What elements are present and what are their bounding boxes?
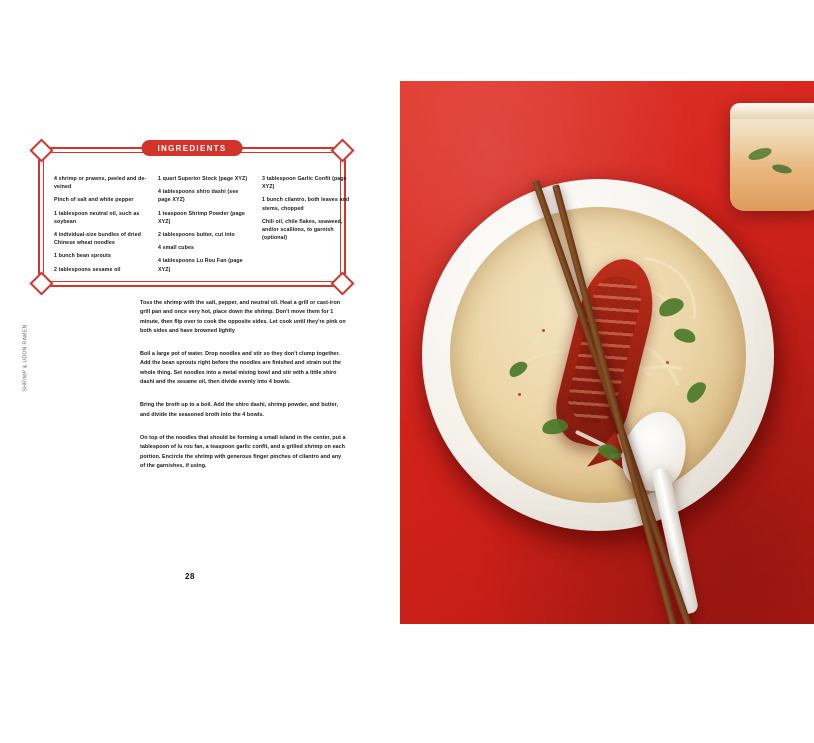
chili-flake — [542, 329, 545, 332]
left-page — [0, 0, 400, 743]
glass-herb-2 — [771, 163, 792, 175]
ingredient-item: 4 shrimp or prawns, peeled and de-veined — [54, 176, 147, 191]
ingredient-item: 1 teaspoon Shrimp Powder (page XYZ) — [158, 210, 245, 225]
recipe-photo — [400, 81, 814, 624]
ingredients-column-2 — [158, 175, 252, 279]
ingredients-column-3 — [262, 175, 356, 279]
corner-ornament-top-left — [29, 138, 53, 162]
ingredients-title: INGREDIENTS — [142, 140, 243, 156]
page-number: 28 — [185, 572, 195, 581]
method-step: On top of the noodles that should be forming a small island in the center, put a tablespoon of lu rou fan, a teaspoon garlic confit, and a grilled shrimp on each portion. Encircle the shrimp with generous finger pinches of cilantro and any of the garnishes, if using. — [140, 434, 346, 469]
ingredient-item: 1 bunch cilantro, both leaves and stems, chopped — [262, 197, 350, 212]
ingredient-item: 2 tablespoons butter, cut into — [158, 232, 235, 239]
glass-herb-1 — [747, 146, 773, 163]
method-step: Bring the broth up to a boil. Add the shiro dashi, shrimp powder, and butter, and divide the seasoned broth into the 4 bowls. — [140, 402, 339, 418]
ingredient-item: 4 tablespoons Lu Rou Fan (page XYZ) — [158, 258, 243, 273]
ingredient-item: 4 small cubes — [158, 245, 195, 252]
ingredient-item: 1 bunch bean sprouts — [54, 253, 112, 260]
corner-ornament-top-right — [330, 138, 354, 162]
method-step: Toss the shrimp with the salt, pepper, and neutral oil. Heat a grill or cast-iron grill pan and once very hot, place down the shrimp. Don't move them for 1 minute, then flip over to cook the opposite sides. Let cook until they're pink on both sides and have browned lightly — [140, 300, 346, 334]
ingredient-item: 3 tablespoon Garlic Confit (page XYZ) — [262, 176, 347, 191]
ingredients-box — [38, 144, 350, 287]
chili-flake — [518, 393, 521, 396]
method-step: Boil a large pot of water. Drop noodles and stir so they don't clump together. Add the bean sprouts right before the noodles are finished and strain out the whole thing. Set noodles into a metal mixing bowl and stir with a little shiro dashi and the sesame oil, then divide evenly into 4 bowls. — [140, 351, 341, 386]
spine-text: SHRIMP & UDON RAMEN — [22, 324, 29, 392]
ingredient-item: Chili oil, chile flakes, seaweed, and/or scallions, to garnish (optional) — [262, 218, 343, 242]
ingredient-item: Pinch of salt and white pepper — [54, 197, 134, 204]
corner-ornament-bottom-left — [29, 271, 53, 295]
ingredients-columns — [54, 175, 350, 279]
ingredients-column-1 — [54, 175, 148, 279]
method-steps — [140, 299, 347, 485]
ingredient-item: 1 quart Superior Stock (page XYZ) — [158, 176, 248, 182]
ingredient-item: 2 tablespoons sesame oil — [54, 266, 121, 273]
ingredient-item: 4 individual-size bundles of dried Chinese wheat noodles — [54, 232, 141, 247]
drinking-glass — [730, 103, 814, 211]
chili-flake — [666, 361, 669, 364]
ingredient-item: 4 tablespoons shiro dashi (see page XYZ) — [158, 189, 239, 204]
ingredient-item: 1 tablespoon neutral oil, such as soybean — [54, 210, 140, 225]
